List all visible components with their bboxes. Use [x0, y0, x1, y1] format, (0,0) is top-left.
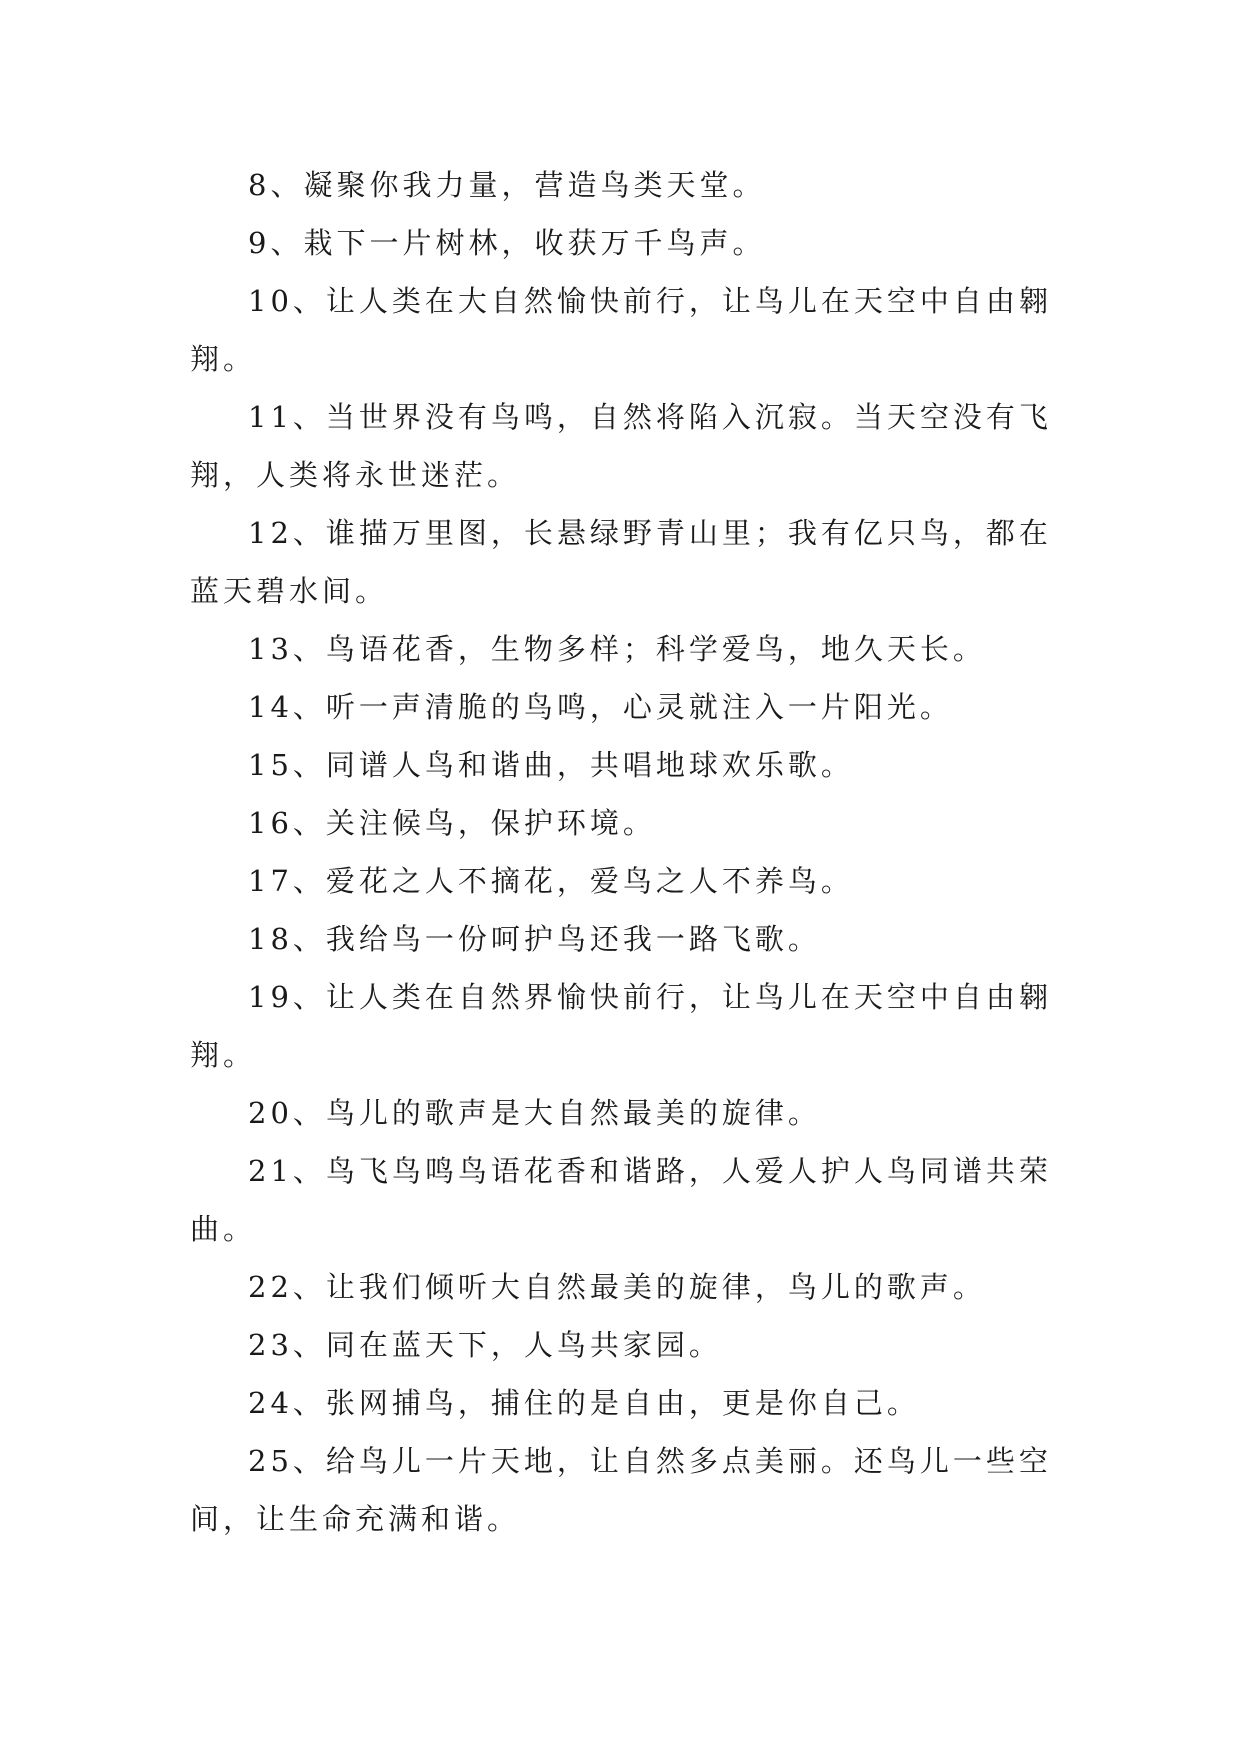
paragraph-21: 21、鸟飞鸟鸣鸟语花香和谐路，人爱人护人鸟同谱共荣曲。 — [190, 1154, 1052, 1246]
paragraph-9: 9、栽下一片树林，收获万千鸟声。 — [248, 226, 766, 260]
paragraph-18: 18、我给鸟一份呵护鸟还我一路飞歌。 — [248, 922, 821, 956]
paragraph-23: 23、同在蓝天下，人鸟共家园。 — [248, 1328, 722, 1362]
paragraph-13: 13、鸟语花香，生物多样；科学爱鸟，地久天长。 — [248, 632, 986, 666]
paragraph-25: 25、给鸟儿一片天地，让自然多点美丽。还鸟儿一些空间，让生命充满和谐。 — [190, 1444, 1052, 1536]
paragraph-15: 15、同谱人鸟和谐曲，共唱地球欢乐歌。 — [248, 748, 854, 782]
paragraph-20: 20、鸟儿的歌声是大自然最美的旋律。 — [248, 1096, 821, 1130]
paragraph-17: 17、爱花之人不摘花，爱鸟之人不养鸟。 — [248, 864, 854, 898]
paragraph-11: 11、当世界没有鸟鸣，自然将陷入沉寂。当天空没有飞翔，人类将永世迷茫。 — [190, 400, 1052, 492]
paragraph-22: 22、让我们倾听大自然最美的旋律，鸟儿的歌声。 — [248, 1270, 986, 1304]
document-body — [190, 156, 1058, 1548]
paragraph-8: 8、凝聚你我力量，营造鸟类天堂。 — [248, 168, 766, 202]
paragraph-12: 12、谁描万里图，长悬绿野青山里；我有亿只鸟，都在蓝天碧水间。 — [190, 516, 1052, 608]
paragraph-10: 10、让人类在大自然愉快前行，让鸟儿在天空中自由翱翔。 — [190, 284, 1052, 376]
paragraph-19: 19、让人类在自然界愉快前行，让鸟儿在天空中自由翱翔。 — [190, 980, 1052, 1072]
paragraph-24: 24、张网捕鸟，捕住的是自由，更是你自己。 — [248, 1386, 920, 1420]
paragraph-16: 16、关注候鸟，保护环境。 — [248, 806, 656, 840]
paragraph-14: 14、听一声清脆的鸟鸣，心灵就注入一片阳光。 — [248, 690, 953, 724]
